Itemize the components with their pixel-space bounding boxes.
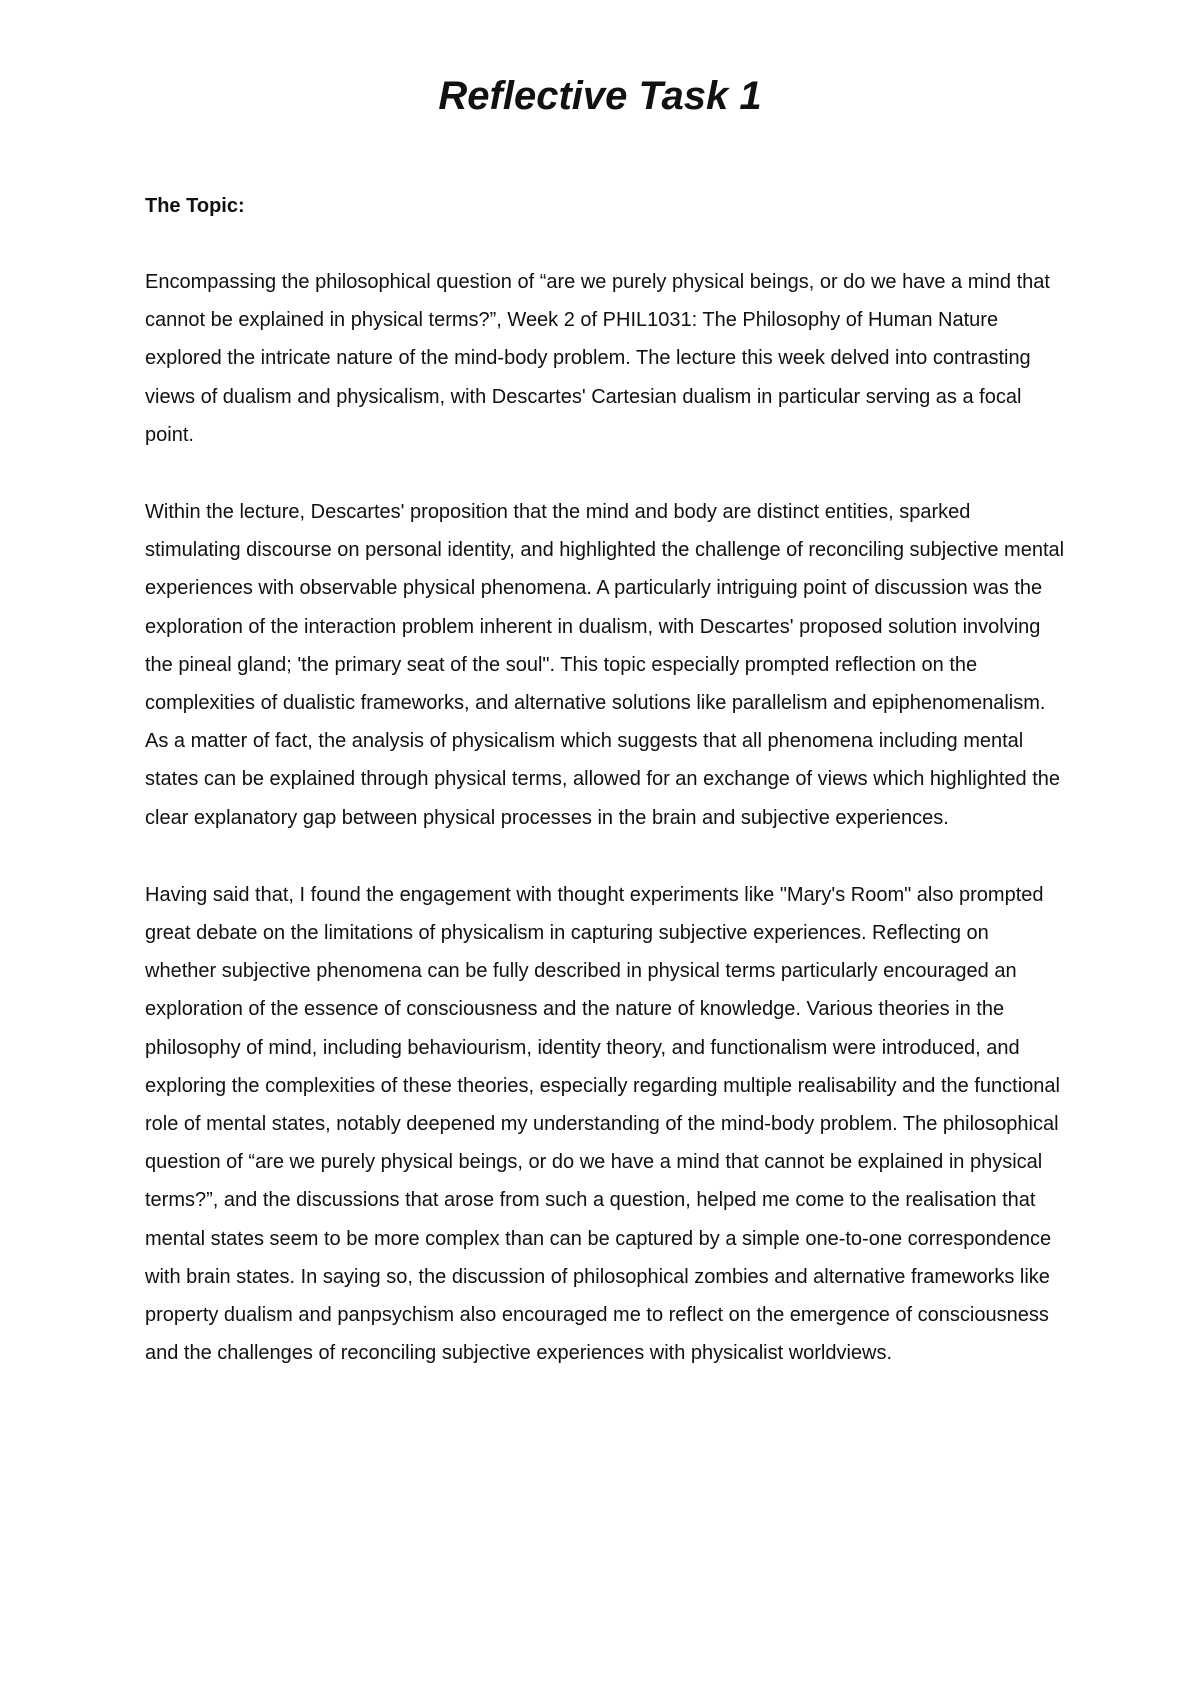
document-body	[145, 187, 1065, 1372]
paragraph-lecture-discussion: Within the lecture, Descartes' proposition that the mind and body are distinct entities, sparked stimulating discourse on personal identity, and highlighted the challenge of reconciling subjective mental experiences with observable physical phenomena. A particularly intriguing point of discussion was the exploration of the interaction problem inherent in dualism, with Descartes' proposed solution involving the pineal gland; 'the primary seat of the soul". This topic especially prompted reflection on the complexities of dualistic frameworks, and alternative solutions like parallelism and epiphenomenalism. As a matter of fact, the analysis of physicalism which suggests that all phenomena including mental states can be explained through physical terms, allowed for an exchange of views which highlighted the clear explanatory gap between physical processes in the brain and subjective experiences.	[145, 501, 1065, 829]
paragraph-reflection: Having said that, I found the engagement with thought experiments like "Mary's Room" also prompted great debate on the limitations of physicalism in capturing subjective experiences. Reflecting on whether subjective phenomena can be fully described in physical terms particularly encouraged an exploration of the essence of consciousness and the nature of knowledge. Various theories in the philosophy of mind, including behaviourism, identity theory, and functionalism were introduced, and exploring the complexities of these theories, especially regarding multiple realisability and the functional role of mental states, notably deepened my understanding of the mind-body problem. The philosophical question of “are we purely physical beings, or do we have a mind that cannot be explained in physical terms?”, and the discussions that arose from such a question, helped me come to the realisation that mental states seem to be more complex than can be captured by a simple one-to-one correspondence with brain states. In saying so, the discussion of philosophical zombies and alternative frameworks like property dualism and panpsychism also encouraged me to reflect on the emergence of consciousness and the challenges of reconciling subjective experiences with physicalist worldviews.	[145, 883, 1060, 1365]
spacer	[145, 837, 1065, 876]
page-title: Reflective Task 1	[438, 74, 762, 118]
spacer	[145, 454, 1065, 493]
paragraph-topic-intro: Encompassing the philosophical question of “are we purely physical beings, or do we have a mind that cannot be explained in physical terms?”, Week 2 of PHIL1031: The Philosophy of Human Nature explored the intricate nature of the mind-body problem. The lecture this week delved into contrasting views of dualism and physicalism, with Descartes' Cartesian dualism in particular serving as a focal point.	[145, 271, 1050, 446]
spacer	[145, 225, 1065, 263]
section-heading: The Topic:	[145, 195, 245, 217]
